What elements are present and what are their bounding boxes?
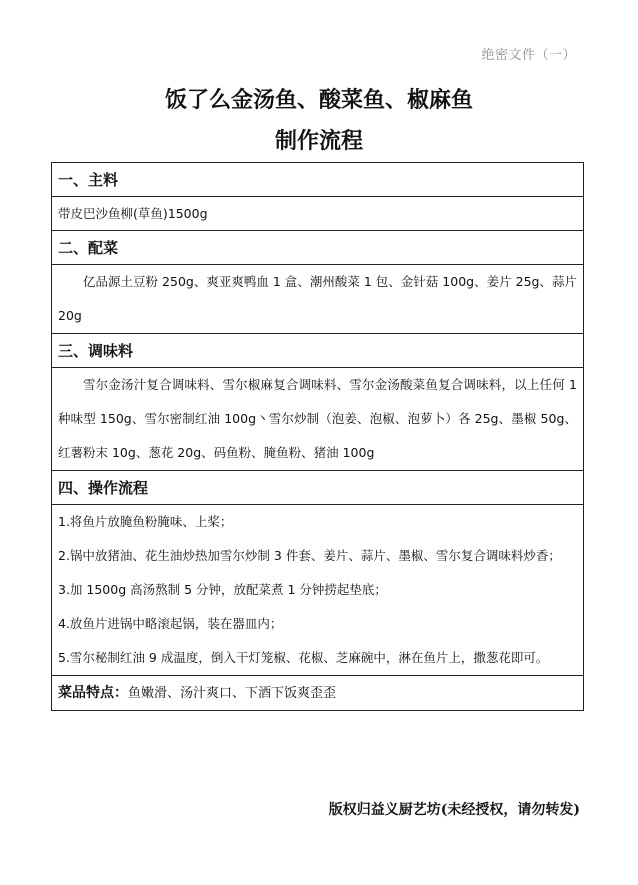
- recipe-table: [51, 162, 584, 711]
- features-content: 鱼嫩滑、汤汁爽口、下酒下饭爽歪歪: [128, 686, 337, 701]
- main-ingredient-heading: 一、主料: [52, 163, 583, 197]
- process-step-5: 5.雪尔秘制红油 9 成温度，倒入干灯笼椒、花椒、芝麻碗中，淋在鱼片上，撒葱花即可。: [58, 650, 549, 665]
- process-step-4: 4.放鱼片进锅中略滚起锅，装在器皿内；: [58, 616, 283, 631]
- seasonings-heading: 三、调味料: [52, 334, 583, 368]
- page-subtitle: 制作流程: [274, 128, 363, 154]
- side-ingredients-content: [52, 265, 583, 334]
- process-step-1: 1.将鱼片放腌鱼粉腌味、上桨；: [58, 514, 233, 529]
- seasonings-content: [52, 368, 583, 471]
- process-step-3: 3.加 1500g 高汤熬制 5 分钟，放配菜煮 1 分钟捞起垫底；: [58, 582, 387, 597]
- process-step-list: [58, 505, 577, 675]
- copyright-notice: 版权归益义厨艺坊(未经授权，请勿转发): [328, 802, 580, 818]
- process-steps: [52, 505, 583, 676]
- main-ingredient-content: 带皮巴沙鱼柳(草鱼)1500g: [52, 197, 583, 231]
- side-ingredients-text: 亿品源土豆粉 250g、爽亚爽鸭血 1 盒、潮州酸菜 1 包、金针菇 100g、姜片 25g、蒜片 20g: [58, 274, 577, 323]
- side-ingredients-heading: 二、配菜: [52, 231, 583, 265]
- features-row: [52, 676, 583, 710]
- process-heading: 四、操作流程: [52, 471, 583, 505]
- process-step-2: 2.锅中放猪油、花生油炒热加雪尔炒制 3 件套、姜片、蒜片、墨椒、雪尔复合调味料炒香；: [58, 548, 561, 563]
- features-label: 菜品特点：: [58, 685, 128, 701]
- confidential-label: 绝密文件（一）: [481, 48, 576, 63]
- page-title: 饭了么金汤鱼、酸菜鱼、椒麻鱼: [164, 87, 473, 113]
- seasonings-text: 雪尔金汤汁复合调味料、雪尔椒麻复合调味料、雪尔金汤酸菜鱼复合调味料，以上任何 1 种味型 150g、雪尔密制红油 100g丶雪尔炒制（泡姜、泡椒、泡萝卜）各 25g、墨椒 50g、红薯粉末 10g、葱花 20g、码鱼粉、腌鱼粉、猪油 100g: [58, 377, 577, 460]
